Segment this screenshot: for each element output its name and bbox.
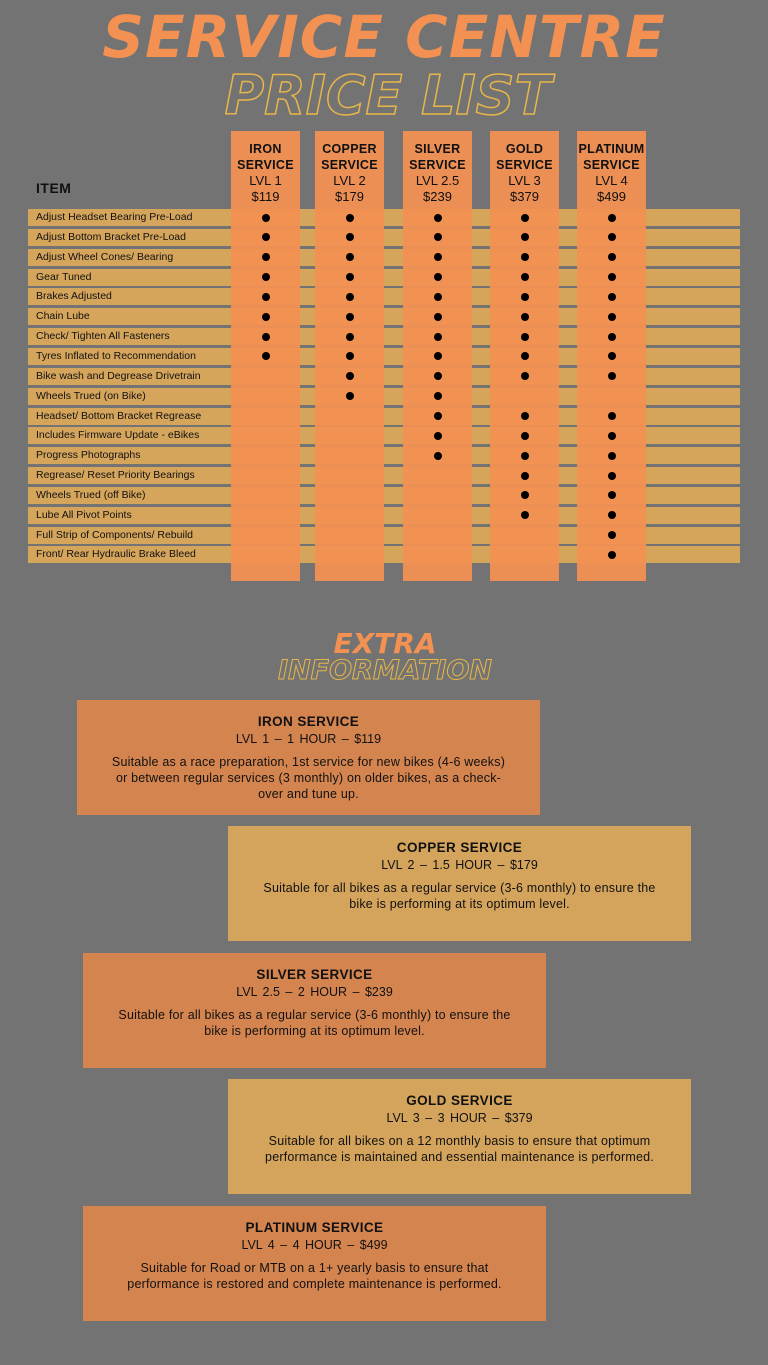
item-column-header: ITEM [36,180,72,196]
row-label: Front/ Rear Hydraulic Brake Bleed [36,548,196,561]
included-bullet-icon [346,313,354,321]
page-title: SERVICE CENTRE [102,3,666,71]
included-bullet-icon [434,392,442,400]
card-description: Suitable for Road or MTB on a 1+ yearly basis to ensure that performance is restored and complete maintenance is performed. [127,1261,502,1291]
row-label: Check/ Tighten All Fasteners [36,330,170,343]
included-bullet-icon [346,372,354,380]
card-title: GOLD SERVICE [406,1093,513,1108]
tier-level: LVL 2.5 [415,173,460,188]
tier-header [403,131,472,209]
tier-name-suffix: SERVICE [321,157,378,172]
included-bullet-icon [434,352,442,360]
included-bullet-icon [608,412,616,420]
included-bullet-icon [346,273,354,281]
included-bullet-icon [521,432,529,440]
included-bullet-icon [434,214,442,222]
included-bullet-icon [608,352,616,360]
included-bullet-icon [608,273,616,281]
included-bullet-icon [262,293,270,301]
tier-level: LVL 2 [333,173,366,188]
included-bullet-icon [608,432,616,440]
included-bullet-icon [434,273,442,281]
row-label: Adjust Bottom Bracket Pre-Load [36,230,186,243]
row-label: Chain Lube [36,310,90,323]
included-bullet-icon [608,531,616,539]
included-bullet-icon [608,472,616,480]
included-bullet-icon [346,253,354,261]
included-bullet-icon [521,214,529,222]
card-meta: LVL 2 – 1.5 HOUR – $179 [381,858,538,872]
tier-name: GOLD [505,142,544,156]
tier-price: $499 [597,188,626,204]
included-bullet-icon [262,352,270,360]
tier-price: $239 [423,188,452,204]
row-label: Wheels Trued (on Bike) [36,389,146,402]
included-bullet-icon [521,491,529,499]
row-label: Full Strip of Components/ Rebuild [36,528,193,541]
tier-name-suffix: SERVICE [496,157,553,172]
included-bullet-icon [262,253,270,261]
tier-name: COPPER [322,142,377,156]
card-meta: LVL 4 – 4 HOUR – $499 [241,1238,388,1252]
included-bullet-icon [521,511,529,519]
service-card [77,700,540,815]
row-label: Progress Photographs [36,449,141,462]
included-bullet-icon [434,293,442,301]
included-bullet-icon [608,491,616,499]
included-bullet-icon [608,253,616,261]
included-bullet-icon [434,333,442,341]
row-label: Wheels Trued (off Bike) [36,488,146,501]
extra-heading: EXTRA [333,627,437,660]
included-bullet-icon [608,214,616,222]
included-bullet-icon [346,352,354,360]
tier-header [315,131,384,209]
included-bullet-icon [434,412,442,420]
included-bullet-icon [608,372,616,380]
row-label: Brakes Adjusted [36,290,112,303]
included-bullet-icon [608,511,616,519]
included-bullet-icon [521,472,529,480]
card-meta: LVL 2.5 – 2 HOUR – $239 [236,985,393,999]
included-bullet-icon [434,372,442,380]
included-bullet-icon [521,333,529,341]
tier-header [231,131,300,209]
included-bullet-icon [521,293,529,301]
included-bullet-icon [262,273,270,281]
tier-level: LVL 1 [249,173,282,188]
card-description: Suitable for all bikes on a 12 monthly basis to ensure that optimum performance is maintained and essential maintenance is performed. [265,1134,654,1164]
included-bullet-icon [521,253,529,261]
service-card [228,1079,691,1194]
tier-header [490,131,559,209]
included-bullet-icon [608,313,616,321]
included-bullet-icon [521,273,529,281]
row-label: Bike wash and Degrease Drivetrain [36,369,201,382]
tier-price: $119 [251,188,280,204]
tier-name: IRON [249,142,282,156]
service-card [83,1206,546,1321]
included-bullet-icon [521,313,529,321]
tier-name-suffix: SERVICE [583,157,640,172]
row-label: Regrease/ Reset Priority Bearings [36,469,195,482]
row-label: Adjust Wheel Cones/ Bearing [36,250,174,263]
tier-name-suffix: SERVICE [409,157,466,172]
included-bullet-icon [521,233,529,241]
page-subtitle: PRICE LIST [224,64,552,127]
included-bullet-icon [262,313,270,321]
card-title: COPPER SERVICE [396,840,523,855]
included-bullet-icon [521,452,529,460]
included-bullet-icon [434,253,442,261]
included-bullet-icon [262,214,270,222]
included-bullet-icon [346,392,354,400]
included-bullet-icon [346,293,354,301]
tier-level: LVL 3 [508,173,541,188]
row-label: Headset/ Bottom Bracket Regrease [36,409,202,422]
tier-name-suffix: SERVICE [237,157,294,172]
included-bullet-icon [434,452,442,460]
included-bullet-icon [346,214,354,222]
tier-price: $179 [335,188,364,204]
tier-name: SILVER [414,142,461,156]
included-bullet-icon [521,352,529,360]
card-description: Suitable for all bikes as a regular service (3-6 monthly) to ensure the bike is performing at its optimum level. [118,1008,511,1038]
included-bullet-icon [608,293,616,301]
card-title: IRON SERVICE [257,714,360,729]
service-card [83,953,546,1068]
row-label: Tyres Inflated to Recommendation [36,349,196,362]
row-label: Gear Tuned [36,270,92,283]
included-bullet-icon [521,372,529,380]
card-description: Suitable for all bikes as a regular service (3-6 monthly) to ensure the bike is performing at its optimum level. [263,881,656,911]
included-bullet-icon [262,333,270,341]
included-bullet-icon [434,233,442,241]
included-bullet-icon [346,233,354,241]
card-title: PLATINUM SERVICE [245,1220,384,1235]
tier-level: LVL 4 [595,173,628,188]
included-bullet-icon [434,432,442,440]
included-bullet-icon [262,233,270,241]
included-bullet-icon [346,333,354,341]
card-meta: LVL 1 – 1 HOUR – $119 [235,732,382,746]
row-label: Includes Firmware Update - eBikes [36,429,200,442]
row-label: Lube All Pivot Points [36,508,132,521]
included-bullet-icon [608,233,616,241]
card-description: Suitable as a race preparation, 1st service for new bikes (4-6 weeks) or between regular services (3 monthly) on older bikes, as a check-over and tune up. [111,755,506,801]
included-bullet-icon [608,452,616,460]
tier-name: PLATINUM [578,142,645,156]
card-meta: LVL 3 – 3 HOUR – $379 [386,1111,533,1125]
card-title: SILVER SERVICE [256,967,373,982]
extra-subheading: INFORMATION [277,655,493,686]
tier-price: $379 [510,188,539,204]
tier-header [577,131,646,209]
included-bullet-icon [521,412,529,420]
included-bullet-icon [434,313,442,321]
included-bullet-icon [608,333,616,341]
row-label: Adjust Headset Bearing Pre-Load [36,211,193,223]
included-bullet-icon [608,551,616,559]
service-card [228,826,691,941]
